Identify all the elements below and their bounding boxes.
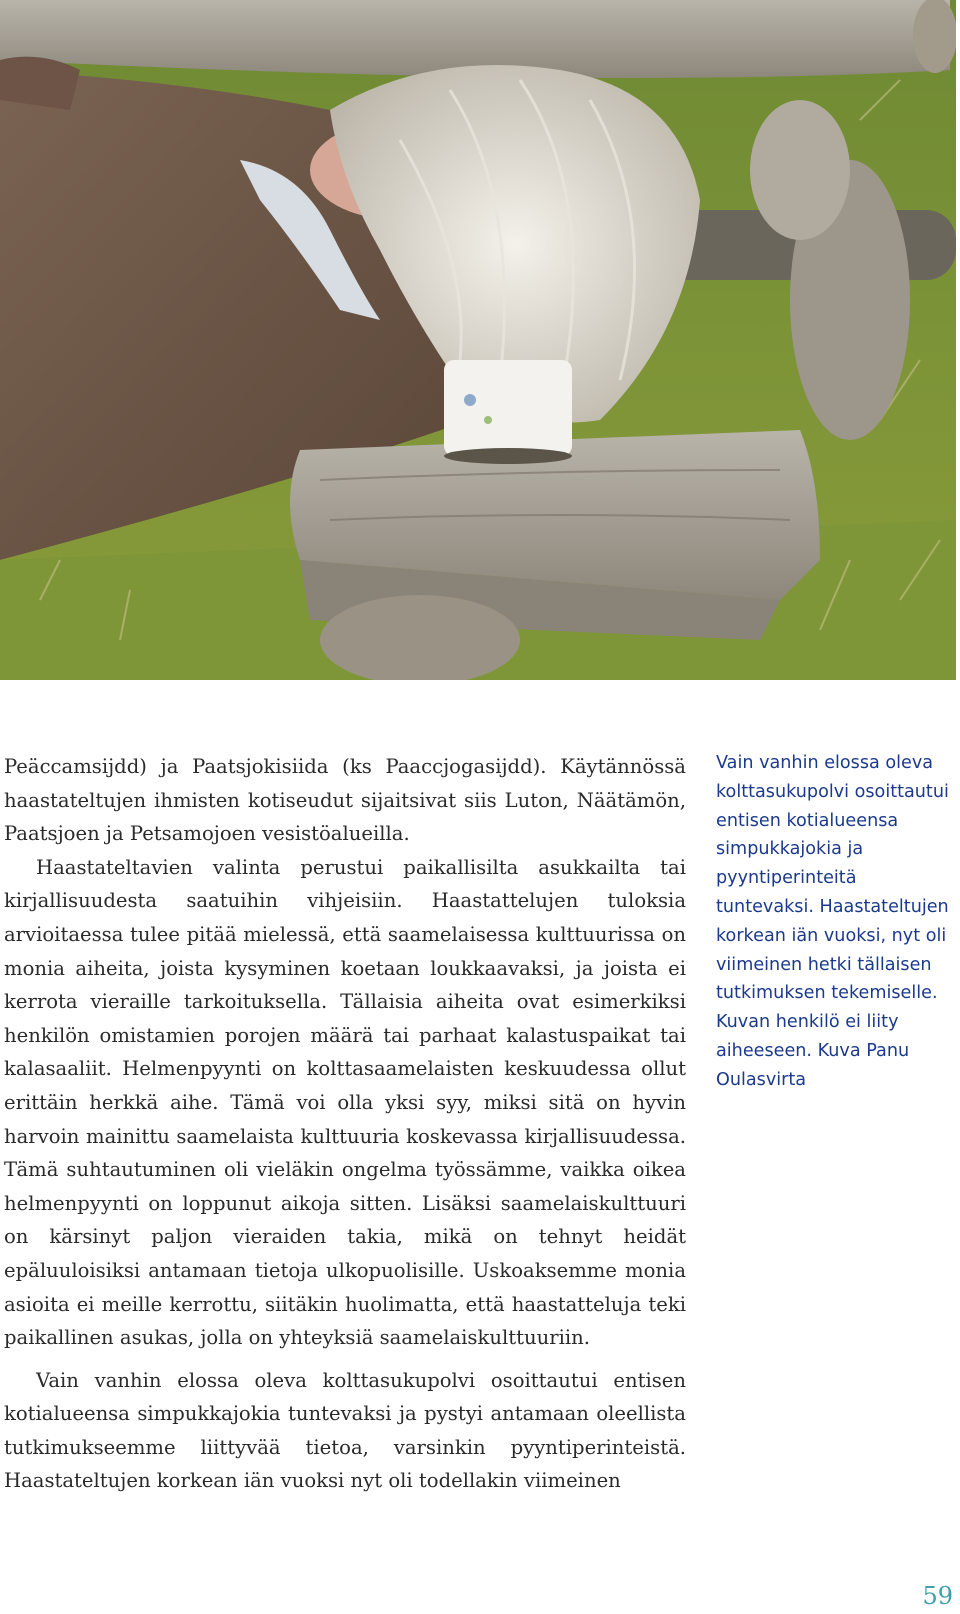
photo-caption <box>716 749 960 1095</box>
body-paragraph: Peäccamsijdd) ja Paatsjokisiida (ks Paaccjogasijdd). Käytännössä haastateltujen ihmisten kotiseudut sijaitsivat siis Luton, Näätämön, Paatsjoen ja Petsamojoen vesistöalueilla. <box>4 755 686 846</box>
body-paragraph: Haastateltavien valinta perustui paikallisilta asukkailta tai kirjallisuudesta saatuihin vihjeisiin. Haastattelujen tuloksia arvioitaessa tulee pitää mielessä, että saamelaisessa kulttuurissa on monia aiheita, joista kysyminen koetaan loukkaavaksi, ja joista ei kerrota vieraille tarkoituksella. Tällaisia aiheita ovat esimerkiksi henkilön omistamien porojen määrä tai parhaat kalastuspaikat tai kalasaaliit. Helmenpyynti on kolttasaamelaisten keskuudessa ollut erittäin herkkä aihe. Tämä voi olla yksi syy, miksi sitä on hyvin harvoin mainittu saamelaista kulttuuria koskevassa kirjallisuudessa. Tämä suhtautuminen oli vieläkin ongelma työssämme, vaikka oikea helmenpyynti on loppunut aikoja sitten. Lisäksi saamelaiskulttuuri on kärsinyt paljon vieraiden takia, mikä on tehnyt heidät epäluuloisiksi antamaan tietoja ulkopuolisille. Uskoaksemme monia asioita ei meille kerrottu, siitäkin huolimatta, että haastatteluja teki paikallinen asukas, jolla on yhteyksiä saamelaiskulttuuriin. <box>4 855 686 1350</box>
photo-person-resting-on-log-bench <box>0 0 956 680</box>
page-number: 59 <box>922 1582 953 1610</box>
photo-illustration <box>0 0 956 680</box>
body-text-column <box>4 750 686 1498</box>
caption-text: Vain vanhin elossa oleva kolttasukupolvi osoittautui entisen kotialueensa simpukkajokia ja pyyntiperinteitä tuntevaksi. Haastateltujen korkean iän vuoksi, nyt oli viimeinen hetki tällaisen tutkimuksen tekemiselle. Kuvan henkilö ei liity aiheeseen. Kuva Panu Oulasvirta <box>716 753 949 1090</box>
body-paragraph: Vain vanhin elossa oleva kolttasukupolvi osoittautui entisen kotialueensa simpukkajokia tuntevaksi ja pystyi antamaan oleellista tutkimukseemme liittyvää tietoa, varsinkin pyyntiperinteistä. Haastateltujen korkean iän vuoksi nyt oli todellakin viimeinen <box>4 1368 686 1493</box>
enamel-mug <box>444 360 572 456</box>
